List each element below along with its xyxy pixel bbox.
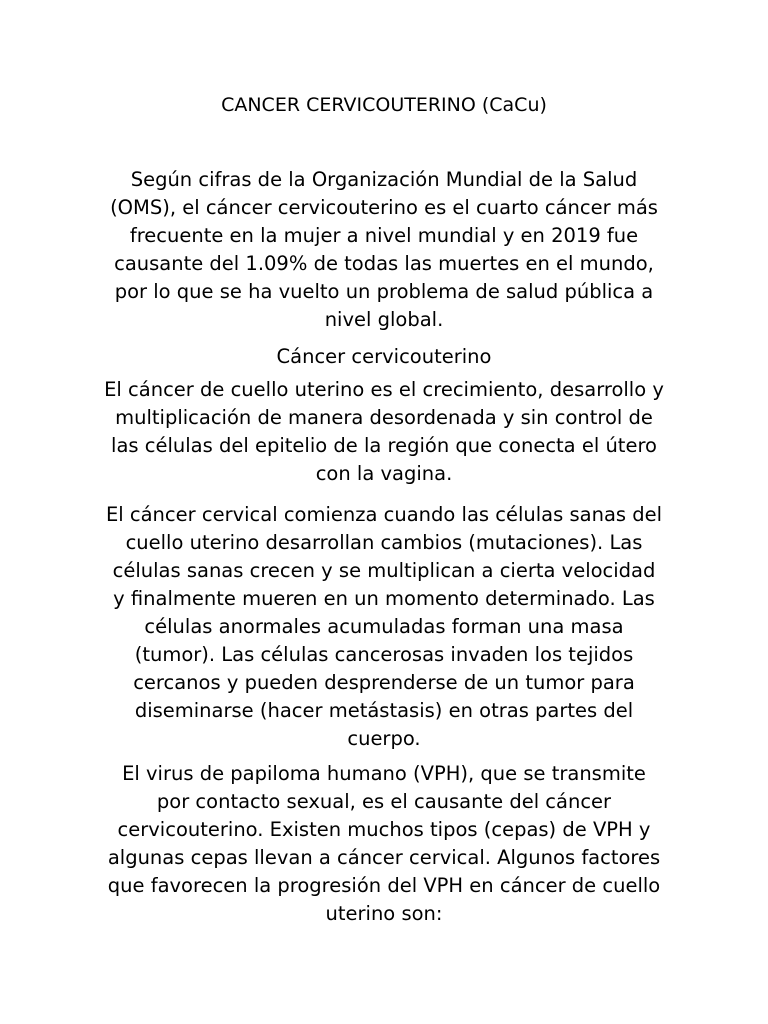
intro-paragraph: Según cifras de la Organización Mundial de la Salud (OMS), el cáncer cervicouterino es el cuarto cáncer más frecuente en la mujer a nivel mundial y en 2019 fue causante del 1.09% de todas las muertes en el mundo, por lo que se ha vuelto un problema de salud pública a nivel global. (110, 168, 658, 331)
section-heading: Cáncer cervicouterino (276, 345, 492, 368)
causes-paragraph: El virus de papiloma humano (VPH), que se transmite por contacto sexual, es el causante del cáncer cervicouterino. Existen muchos tipos (cepas) de VPH y algunas cepas llevan a cáncer cervical. Algunos factores que favorecen la progresión del VPH en cáncer de cuello uterino son: (107, 762, 661, 925)
document-title: CANCER CERVICOUTERINO (CaCu) (221, 94, 547, 116)
definition-paragraph: El cáncer de cuello uterino es el crecimiento, desarrollo y multiplicación de manera desordenada y sin control de las células del epitelio de la región que conecta el útero con la vagina. (104, 378, 664, 485)
mechanism-paragraph: El cáncer cervical comienza cuando las células sanas del cuello uterino desarrollan cambios (mutaciones). Las células sanas crecen y se multiplican a cierta velocidad y finalmente mueren en un momento determinado. Las células anormales acumuladas forman una masa (tumor). Las células cancerosas invaden los tejidos cercanos y pueden desprenderse de un tumor para diseminarse (hacer metástasis) en otras partes del cuerpo. (105, 503, 663, 750)
